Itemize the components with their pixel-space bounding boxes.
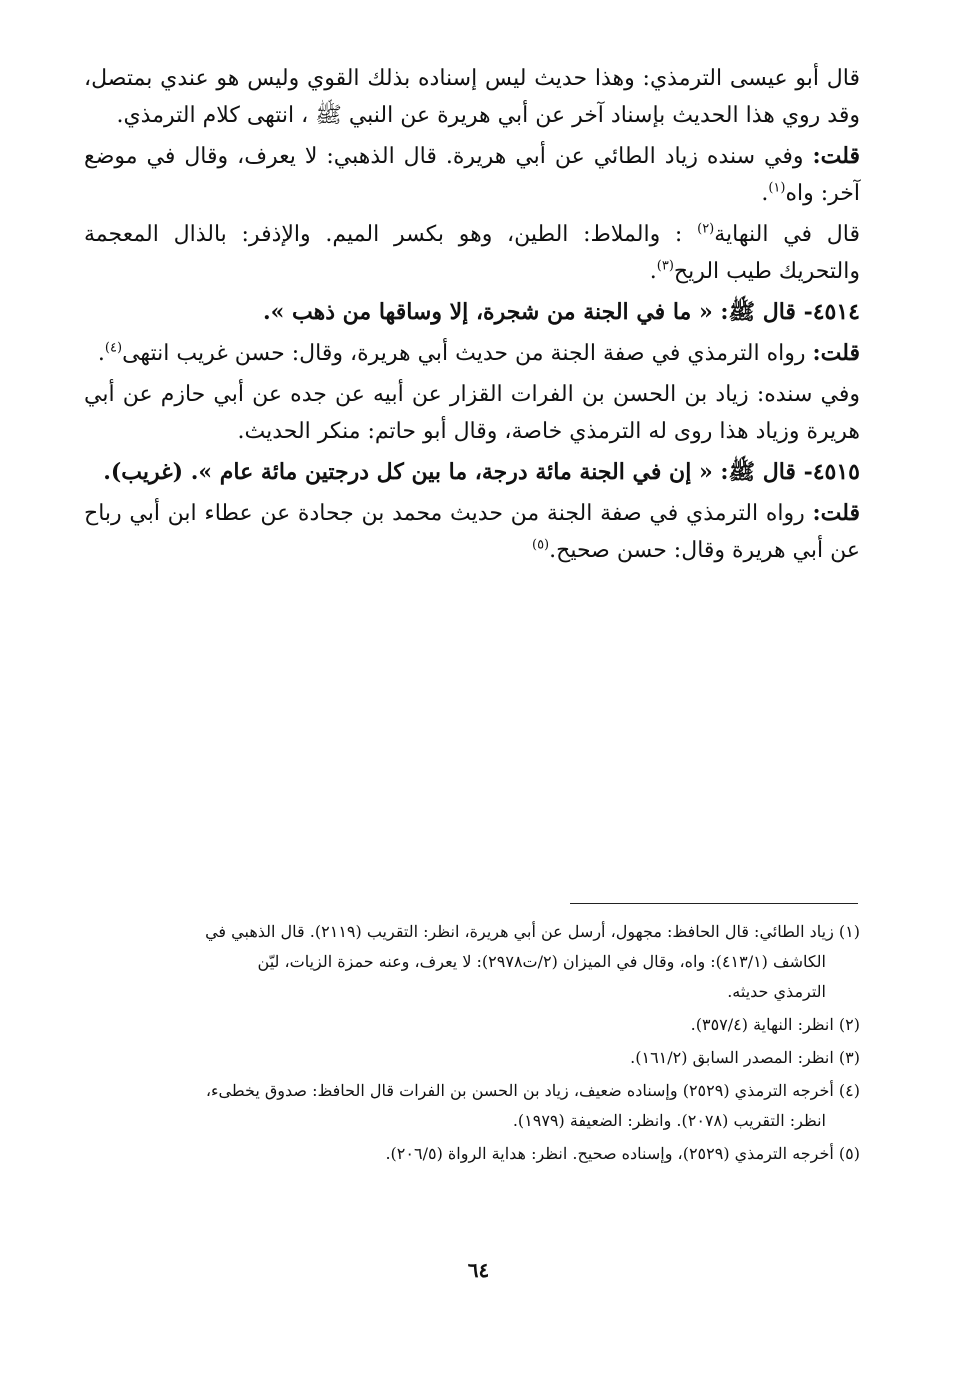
footnote-4 xyxy=(84,1076,860,1136)
footnote-line: الكاشف (٤١٣/١): واه، وقال في الميزان (٢/ت٢٩٧٨): لا يعرف، وعنه حمزة الزيات، ليّن xyxy=(257,952,826,971)
paragraph-text: رواه الترمذي في صفة الجنة من حديث محمد بن جحادة عن عطاء ابن أبي رباح عن أبي هريرة وقال: حسن صحيح. xyxy=(84,501,860,563)
main-text xyxy=(84,60,860,573)
page-number: ٦٤ xyxy=(467,1258,490,1282)
footnote-3: (٣) انظر: المصدر السابق (١٦١/٢). xyxy=(630,1048,860,1067)
footnote-1 xyxy=(84,917,860,1007)
footnote-ref-5[interactable]: (٥) xyxy=(531,537,550,553)
footnote-ref-1[interactable]: (١) xyxy=(768,180,786,196)
footnote-5: (٥) أخرجه الترمذي (٢٥٢٩)، وإسناده صحيح. انظر: هداية الرواة (٢٠٦/٥). xyxy=(385,1144,860,1163)
paragraph-takhrij-4515 xyxy=(84,495,860,569)
footnote-2: (٢) انظر: النهاية (٣٥٧/٤). xyxy=(690,1015,860,1034)
footnotes xyxy=(84,917,860,1172)
paragraph-nihaya: قال في النهاية$^{(٢)}$ : والملاط: الطين، وهو بكسر الميم. والإذفر: بالذال المعجمة والتحريك طيب الريح$^{(٣)}$. xyxy=(84,221,861,284)
hadith-4514: ٤٥١٤- قال ﷺ: « ما في الجنة من شجرة، إلا وساقها من ذهب ». xyxy=(262,299,860,325)
hadith-4515: ٤٥١٥- قال ﷺ: « إن في الجنة مائة درجة، ما بين كل درجتين مائة عام ». (غريب). xyxy=(103,459,860,485)
paragraph-tirmidhi-quote: قال أبو عيسى الترمذي: وهذا حديث ليس إسناده بذلك القوي وليس هو عندي بمتصل، وقد روي هذا الحديث بإسناد آخر عن أبي هريرة عن النبي ﷺ ، انتهى كلام الترمذي. xyxy=(84,66,860,128)
paragraph-text: وفي سنده زياد الطائي عن أبي هريرة. قال الذهبي: لا يعرف، وقال في موضع آخر: واه xyxy=(84,144,860,206)
paragraph-text: رواه الترمذي في صفة الجنة من حديث أبي هريرة، وقال: حسن غريب انتهى xyxy=(122,341,806,366)
footnote-ref-2[interactable]: (٢) xyxy=(697,221,715,237)
paragraph-text: : والملاط: الطين، وهو بكسر الميم. والإذفر: بالذال المعجمة والتحريك طيب الريح xyxy=(84,222,860,284)
qultu-label: قلت: xyxy=(812,143,860,169)
footnote-separator xyxy=(570,903,858,904)
footnote-line: الترمذي حديثه. xyxy=(727,982,826,1001)
paragraph-text: قال في النهاية xyxy=(714,222,861,247)
paragraph-takhrij-4514: قلت: رواه الترمذي في صفة الجنة من حديث أبي هريرة، وقال: حسن غريب انتهى$^{(٤)}$. xyxy=(97,340,860,366)
footnote-line: (٤) أخرجه الترمذي (٢٥٢٩) وإسناده ضعيف، زياد بن الحسن بن الفرات قال الحافظ: صدوق يخطىء، xyxy=(205,1081,860,1100)
qultu-label: قلت: xyxy=(812,500,861,526)
qultu-label: قلت: xyxy=(812,340,860,366)
footnote-line: (١) زياد الطائي: قال الحافظ: مجهول، أرسل عن أبي هريرة، انظر: التقريب (٢١١٩). قال الذهبي في xyxy=(205,922,860,941)
footnote-ref-4[interactable]: (٤) xyxy=(104,340,123,356)
footnote-line: انظر: التقريب (٢٠٧٨). وانظر: الضعيفة (١٩٧٩). xyxy=(512,1111,826,1130)
paragraph-sanad-4514: وفي سنده: زياد بن الحسن بن الفرات القزار عن أبيه عن جده عن أبي حازم عن أبي هريرة وزياد هذا روى له الترمذي خاصة، وقال أبو حاتم: منكر الحديث. xyxy=(84,382,860,444)
footnote-ref-3[interactable]: (٣) xyxy=(656,258,674,274)
paragraph-sanad-note: قلت: وفي سنده زياد الطائي عن أبي هريرة. قال الذهبي: لا يعرف، وقال في موضع آخر: واه$^{(١)}$. xyxy=(84,143,860,206)
